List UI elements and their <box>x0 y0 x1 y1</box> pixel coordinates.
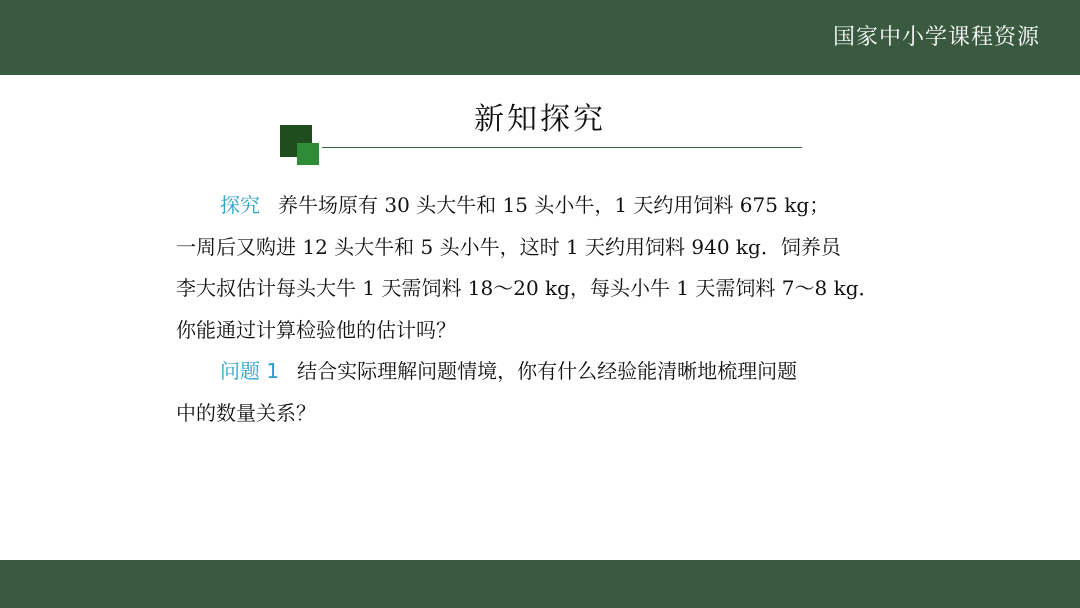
question-line: 中的数量关系？ <box>176 400 316 425</box>
explore-line: 一周后又购进 12 头大牛和 5 头小牛，这时 1 天约用饲料 940 kg．饲养员 <box>176 234 841 259</box>
question-line: 结合实际理解问题情境，你有什么经验能清晰地梳理问题 <box>297 359 798 383</box>
explore-paragraph <box>176 185 916 351</box>
question-label: 问题 1 <box>220 359 280 383</box>
question-paragraph <box>176 351 916 434</box>
brand-label: 国家中小学课程资源 <box>832 25 1040 50</box>
explore-line: 你能通过计算检验他的估计吗？ <box>176 317 456 342</box>
explore-label: 探究 <box>220 193 260 217</box>
decor-square-green <box>297 143 319 165</box>
title-underline <box>322 147 802 148</box>
section-title: 新知探究 <box>474 102 606 137</box>
lesson-content <box>176 185 916 434</box>
explore-line: 养牛场原有 30 头大牛和 15 头小牛，1 天约用饲料 675 kg； <box>278 193 830 217</box>
header-bar <box>0 0 1080 75</box>
explore-line: 李大叔估计每头大牛 1 天需饲料 18～20 kg，每头小牛 1 天需饲料 7～8 kg． <box>176 276 879 300</box>
footer-bar <box>0 560 1080 608</box>
